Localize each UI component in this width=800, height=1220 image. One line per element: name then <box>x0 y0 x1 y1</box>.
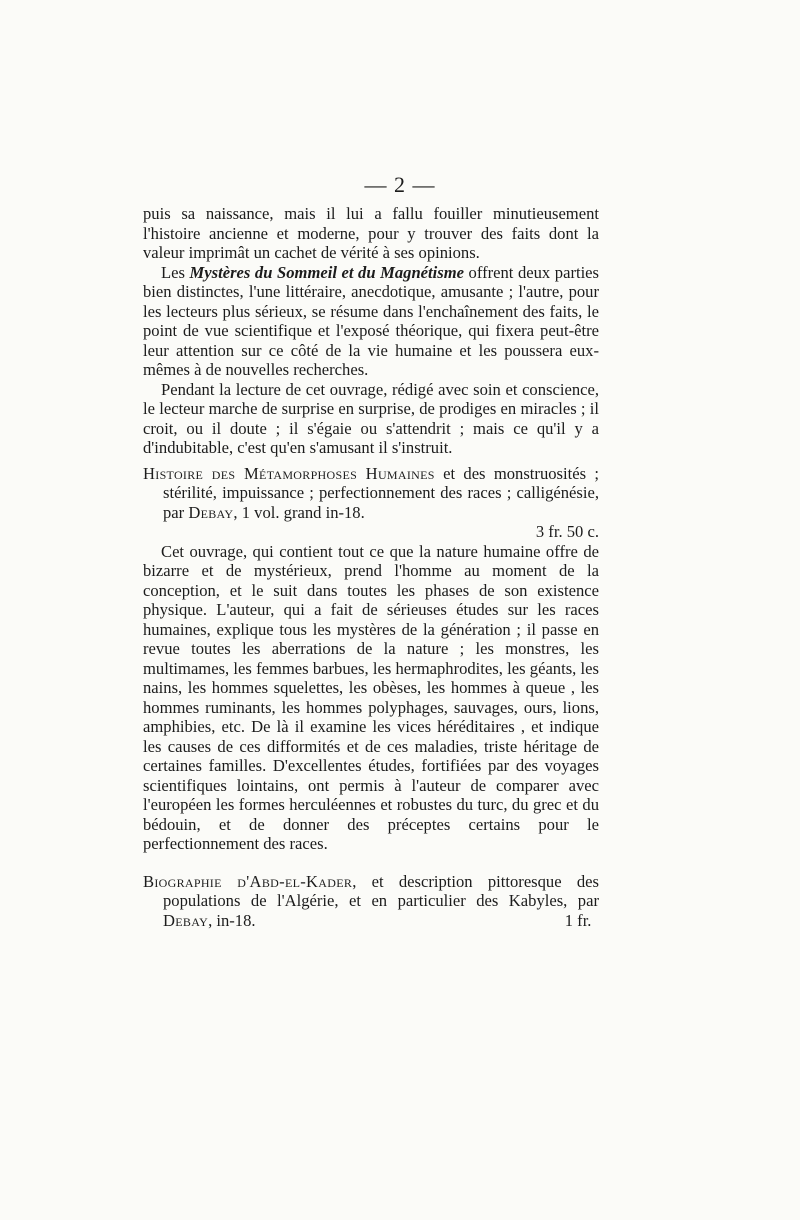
entry-price-abd-el-kader: 1 fr. <box>564 910 592 930</box>
paragraph-mysteres-rest: offrent deux parties bien distinctes, l'une littéraire, anecdotique, amusante ; l'autre, pour les lecteurs plus sérieux, se résume dans l'enchaînement des faits, le point de vue scientifique et l'exposé théorique, qui fixera peut-être leur attention sur ce côté de la vie humaine et les poussera eux-mêmes à de nouvelles recherches. <box>143 262 600 379</box>
catalog-entry-abd-el-kader <box>143 872 599 931</box>
catalog-entry-metamorphoses <box>143 464 599 542</box>
entry-format-metamorphoses: , 1 vol. grand in-18. <box>233 502 365 522</box>
paragraph-lecture: Pendant la lecture de cet ouvrage, rédigé avec soin et conscience, le lecteur marche de surprise en surprise, de prodiges en miracles ; il croit, ou il doute ; il s'égaie ou s'attendrit ; mais ce qu'il y a d'indubitable, c'est qu'en s'amusant il s'instruit. <box>143 379 599 457</box>
entry-desc-abd-el-kader: , et description pittoresque des populations de l'Algérie, et en particulier des Kabyles, par <box>163 871 599 910</box>
paragraph-continuation: puis sa naissance, mais il lui a fallu fouiller minutieusement l'histoire ancienne et moderne, pour y trouver des faits dont la valeur imprimât un cachet de vérité à ses opinions. <box>143 204 599 262</box>
paragraph-ouvrage: Cet ouvrage, qui contient tout ce que la nature humaine offre de bizarre et de mystérieux, prend l'homme au moment de la conception, et le suit dans toutes les phases de son existence physique. L'auteur, qui a fait de sérieuses études sur les races humaines, explique tous les mystères de la génération ; il passe en revue toutes les aberrations de la nature ; les monstres, les multimames, les femmes barbues, les hermaphrodites, les géants, les nains, les hommes squelettes, les obèses, les hommes à queue , les hommes ruminants, les hommes polyphages, sauvages, ours, lions, amphibies, etc. De là il examine les vices héréditaires , et indique les causes de ces difformités et de ces maladies, triste héritage de certaines familles. D'excellentes études, fortifiées par des voyages scientifiques lointains, ont permis à l'auteur de comparer avec l'européen les formes herculéennes et robustes du turc, du grec et du bédouin, et de donner des préceptes certains pour le perfectionnement des races. <box>143 541 599 853</box>
entry-format-abd-el-kader: , in-18. <box>208 910 256 930</box>
entry-price-metamorphoses: 3 fr. 50 c. <box>535 522 599 541</box>
paragraph-mysteres-start: Les <box>161 262 190 282</box>
book-title-mysteres: Mystères du Sommeil et du Magnétisme <box>189 262 464 282</box>
entry-author-abd-el-kader: Debay <box>163 910 209 930</box>
entry-desc-metamorphoses: et des monstruosités ; stérilité, impuissance ; perfectionnement des races ; calligénésie, par <box>163 463 599 522</box>
paragraph-mysteres <box>143 263 599 380</box>
entry-title-metamorphoses: Histoire des Métamorphoses Humaines <box>143 463 435 483</box>
entry-title-abd-el-kader: Biographie d'Abd-el-Kader <box>143 871 353 891</box>
page-number: — 2 — <box>364 172 436 197</box>
page-body <box>143 204 599 930</box>
entry-author-metamorphoses: Debay <box>188 502 234 522</box>
